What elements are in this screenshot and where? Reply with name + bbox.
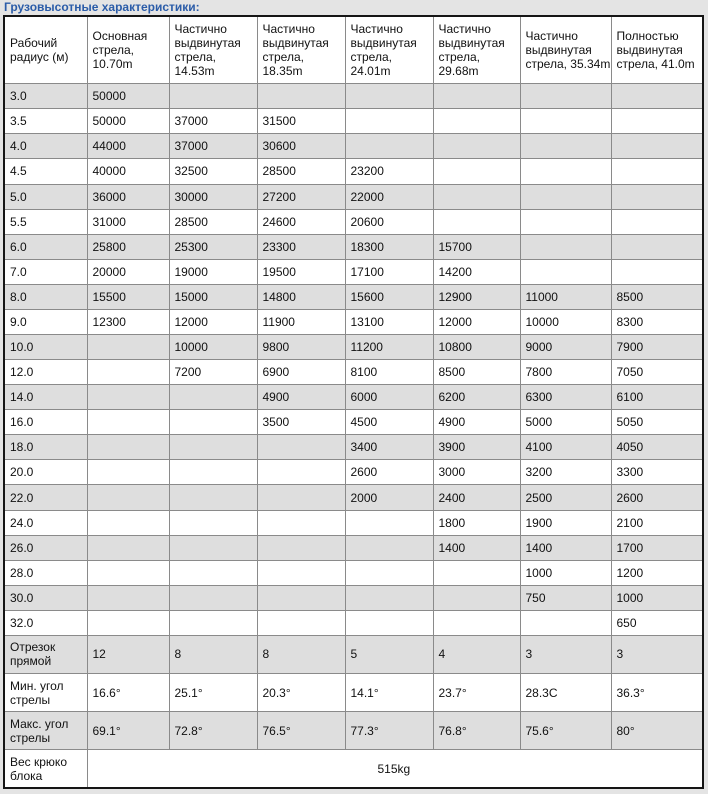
load-cell bbox=[611, 259, 703, 284]
load-cell bbox=[257, 485, 345, 510]
table-row bbox=[4, 284, 703, 309]
spec-cell: 36.3° bbox=[611, 674, 703, 712]
table-row bbox=[4, 510, 703, 535]
radius-cell: 30.0 bbox=[4, 585, 87, 610]
load-cell: 1900 bbox=[520, 510, 611, 535]
load-cell: 6900 bbox=[257, 360, 345, 385]
load-cell: 50000 bbox=[87, 109, 169, 134]
header-boom-col: Полностью выдвинутая стрела, 41.0m bbox=[611, 16, 703, 84]
radius-cell: 32.0 bbox=[4, 610, 87, 635]
load-cell bbox=[87, 335, 169, 360]
load-cell bbox=[169, 460, 257, 485]
table-row bbox=[4, 435, 703, 460]
radius-cell: 8.0 bbox=[4, 284, 87, 309]
radius-cell: 14.0 bbox=[4, 385, 87, 410]
load-cell: 2600 bbox=[345, 460, 433, 485]
radius-cell: 24.0 bbox=[4, 510, 87, 535]
load-cell bbox=[520, 234, 611, 259]
load-cell: 23300 bbox=[257, 234, 345, 259]
load-cell: 4900 bbox=[257, 385, 345, 410]
load-cell: 3400 bbox=[345, 435, 433, 460]
spec-cell: 76.5° bbox=[257, 712, 345, 750]
spec-cell: 75.6° bbox=[520, 712, 611, 750]
load-cell bbox=[611, 209, 703, 234]
header-boom-col: Частично выдвинутая стрела, 35.34m bbox=[520, 16, 611, 84]
load-cell bbox=[520, 109, 611, 134]
load-cell bbox=[169, 410, 257, 435]
load-cell bbox=[87, 610, 169, 635]
load-cell: 2400 bbox=[433, 485, 520, 510]
load-chart-table bbox=[3, 15, 704, 789]
spec-label: Мин. угол стрелы bbox=[4, 674, 87, 712]
load-cell: 2100 bbox=[611, 510, 703, 535]
load-cell bbox=[433, 209, 520, 234]
load-cell bbox=[611, 234, 703, 259]
load-cell bbox=[87, 510, 169, 535]
load-cell: 15600 bbox=[345, 284, 433, 309]
load-cell bbox=[345, 585, 433, 610]
load-cell: 50000 bbox=[87, 84, 169, 109]
spec-row bbox=[4, 674, 703, 712]
radius-cell: 18.0 bbox=[4, 435, 87, 460]
spec-cell: 20.3° bbox=[257, 674, 345, 712]
hook-block-label: Вес крюко блока bbox=[4, 750, 87, 788]
hook-block-row bbox=[4, 750, 703, 788]
load-cell: 10000 bbox=[169, 335, 257, 360]
load-cell bbox=[611, 134, 703, 159]
load-cell: 6300 bbox=[520, 385, 611, 410]
table-row bbox=[4, 560, 703, 585]
load-cell bbox=[433, 109, 520, 134]
table-row bbox=[4, 460, 703, 485]
table-row bbox=[4, 485, 703, 510]
load-cell: 750 bbox=[520, 585, 611, 610]
load-cell bbox=[611, 84, 703, 109]
load-cell bbox=[169, 560, 257, 585]
load-cell bbox=[520, 84, 611, 109]
table-row bbox=[4, 535, 703, 560]
table-row bbox=[4, 335, 703, 360]
load-cell: 9000 bbox=[520, 335, 611, 360]
radius-cell: 7.0 bbox=[4, 259, 87, 284]
radius-cell: 20.0 bbox=[4, 460, 87, 485]
spec-cell: 76.8° bbox=[433, 712, 520, 750]
load-cell: 6000 bbox=[345, 385, 433, 410]
table-row bbox=[4, 184, 703, 209]
load-cell: 8500 bbox=[433, 360, 520, 385]
spec-cell: 8 bbox=[169, 635, 257, 673]
radius-cell: 3.5 bbox=[4, 109, 87, 134]
load-cell bbox=[87, 385, 169, 410]
load-cell: 31000 bbox=[87, 209, 169, 234]
load-cell bbox=[87, 585, 169, 610]
load-cell: 20600 bbox=[345, 209, 433, 234]
load-cell: 12300 bbox=[87, 309, 169, 334]
load-cell bbox=[345, 84, 433, 109]
load-cell bbox=[87, 460, 169, 485]
load-cell: 24600 bbox=[257, 209, 345, 234]
spec-cell: 12 bbox=[87, 635, 169, 673]
load-cell bbox=[87, 560, 169, 585]
hook-block-weight: 515kg bbox=[87, 750, 703, 788]
load-cell: 27200 bbox=[257, 184, 345, 209]
header-boom-col: Частично выдвинутая стрела, 18.35m bbox=[257, 16, 345, 84]
table-row bbox=[4, 234, 703, 259]
radius-cell: 28.0 bbox=[4, 560, 87, 585]
load-cell: 1000 bbox=[520, 560, 611, 585]
load-cell: 3500 bbox=[257, 410, 345, 435]
radius-cell: 4.5 bbox=[4, 159, 87, 184]
header-radius: Рабочий радиус (м) bbox=[4, 16, 87, 84]
load-cell bbox=[345, 510, 433, 535]
load-cell: 20000 bbox=[87, 259, 169, 284]
load-cell: 25800 bbox=[87, 234, 169, 259]
load-cell: 14800 bbox=[257, 284, 345, 309]
load-cell: 30000 bbox=[169, 184, 257, 209]
table-row bbox=[4, 84, 703, 109]
spec-cell: 8 bbox=[257, 635, 345, 673]
load-cell: 15700 bbox=[433, 234, 520, 259]
spec-cell: 3 bbox=[611, 635, 703, 673]
load-cell bbox=[611, 184, 703, 209]
load-cell: 3200 bbox=[520, 460, 611, 485]
load-cell: 40000 bbox=[87, 159, 169, 184]
load-cell bbox=[433, 610, 520, 635]
load-cell bbox=[87, 535, 169, 560]
load-cell: 7050 bbox=[611, 360, 703, 385]
spec-label: Отрезок прямой bbox=[4, 635, 87, 673]
load-cell: 7200 bbox=[169, 360, 257, 385]
radius-cell: 3.0 bbox=[4, 84, 87, 109]
load-cell: 1000 bbox=[611, 585, 703, 610]
load-cell: 11200 bbox=[345, 335, 433, 360]
load-cell: 22000 bbox=[345, 184, 433, 209]
load-cell: 37000 bbox=[169, 134, 257, 159]
load-cell: 4050 bbox=[611, 435, 703, 460]
radius-cell: 10.0 bbox=[4, 335, 87, 360]
load-cell: 14200 bbox=[433, 259, 520, 284]
radius-cell: 5.0 bbox=[4, 184, 87, 209]
load-cell bbox=[520, 209, 611, 234]
radius-cell: 12.0 bbox=[4, 360, 87, 385]
load-cell: 5000 bbox=[520, 410, 611, 435]
load-cell: 23200 bbox=[345, 159, 433, 184]
load-cell: 36000 bbox=[87, 184, 169, 209]
header-row bbox=[4, 16, 703, 84]
spec-cell: 80° bbox=[611, 712, 703, 750]
load-cell bbox=[611, 109, 703, 134]
load-cell bbox=[169, 435, 257, 460]
load-cell bbox=[257, 610, 345, 635]
load-cell bbox=[433, 134, 520, 159]
load-cell: 30600 bbox=[257, 134, 345, 159]
table-row bbox=[4, 410, 703, 435]
table-row bbox=[4, 385, 703, 410]
spec-cell: 23.7° bbox=[433, 674, 520, 712]
table-row bbox=[4, 309, 703, 334]
section-title: Грузовысотные характеристики: bbox=[4, 0, 200, 14]
load-cell: 17100 bbox=[345, 259, 433, 284]
load-cell bbox=[433, 560, 520, 585]
load-cell bbox=[257, 560, 345, 585]
spec-row bbox=[4, 635, 703, 673]
load-cell bbox=[87, 410, 169, 435]
load-cell: 1800 bbox=[433, 510, 520, 535]
load-cell: 28500 bbox=[257, 159, 345, 184]
load-cell: 2000 bbox=[345, 485, 433, 510]
load-cell: 8100 bbox=[345, 360, 433, 385]
header-boom-col: Частично выдвинутая стрела, 24.01m bbox=[345, 16, 433, 84]
load-cell: 28500 bbox=[169, 209, 257, 234]
load-cell bbox=[169, 610, 257, 635]
table-row bbox=[4, 610, 703, 635]
load-cell: 12000 bbox=[433, 309, 520, 334]
load-cell: 10000 bbox=[520, 309, 611, 334]
spec-cell: 16.6° bbox=[87, 674, 169, 712]
load-cell: 6200 bbox=[433, 385, 520, 410]
load-cell: 13100 bbox=[345, 309, 433, 334]
spec-cell: 77.3° bbox=[345, 712, 433, 750]
load-cell bbox=[345, 610, 433, 635]
load-cell bbox=[169, 84, 257, 109]
load-cell bbox=[257, 510, 345, 535]
spec-cell: 25.1° bbox=[169, 674, 257, 712]
load-cell: 1700 bbox=[611, 535, 703, 560]
radius-cell: 6.0 bbox=[4, 234, 87, 259]
header-boom-col: Частично выдвинутая стрела, 29.68m bbox=[433, 16, 520, 84]
load-cell: 4900 bbox=[433, 410, 520, 435]
load-cell: 19000 bbox=[169, 259, 257, 284]
table-row bbox=[4, 134, 703, 159]
load-cell bbox=[257, 435, 345, 460]
spec-cell: 4 bbox=[433, 635, 520, 673]
load-cell bbox=[169, 485, 257, 510]
load-cell bbox=[257, 460, 345, 485]
load-cell: 10800 bbox=[433, 335, 520, 360]
load-cell bbox=[87, 485, 169, 510]
load-cell: 12900 bbox=[433, 284, 520, 309]
load-cell bbox=[87, 360, 169, 385]
load-cell: 4500 bbox=[345, 410, 433, 435]
table-row bbox=[4, 159, 703, 184]
load-cell: 19500 bbox=[257, 259, 345, 284]
table-row bbox=[4, 109, 703, 134]
load-cell bbox=[520, 134, 611, 159]
header-boom-col: Частично выдвинутая стрела, 14.53m bbox=[169, 16, 257, 84]
load-cell: 12000 bbox=[169, 309, 257, 334]
radius-cell: 22.0 bbox=[4, 485, 87, 510]
spec-row bbox=[4, 712, 703, 750]
load-cell: 7900 bbox=[611, 335, 703, 360]
spec-label: Макс. угол стрелы bbox=[4, 712, 87, 750]
load-cell bbox=[169, 535, 257, 560]
load-cell: 2500 bbox=[520, 485, 611, 510]
spec-cell: 14.1° bbox=[345, 674, 433, 712]
load-cell bbox=[257, 535, 345, 560]
load-cell: 44000 bbox=[87, 134, 169, 159]
load-cell: 32500 bbox=[169, 159, 257, 184]
radius-cell: 9.0 bbox=[4, 309, 87, 334]
load-cell bbox=[520, 610, 611, 635]
load-cell bbox=[345, 134, 433, 159]
load-cell bbox=[433, 585, 520, 610]
header-boom-col: Основная стрела, 10.70m bbox=[87, 16, 169, 84]
load-cell: 9800 bbox=[257, 335, 345, 360]
load-cell: 8500 bbox=[611, 284, 703, 309]
load-cell: 1200 bbox=[611, 560, 703, 585]
radius-cell: 4.0 bbox=[4, 134, 87, 159]
spec-cell: 72.8° bbox=[169, 712, 257, 750]
load-cell: 8300 bbox=[611, 309, 703, 334]
load-cell: 6100 bbox=[611, 385, 703, 410]
table-row bbox=[4, 259, 703, 284]
load-cell bbox=[611, 159, 703, 184]
load-cell bbox=[520, 184, 611, 209]
load-cell: 7800 bbox=[520, 360, 611, 385]
load-cell bbox=[433, 184, 520, 209]
load-cell bbox=[169, 385, 257, 410]
load-cell: 3000 bbox=[433, 460, 520, 485]
load-cell bbox=[257, 84, 345, 109]
load-cell: 25300 bbox=[169, 234, 257, 259]
load-cell: 3300 bbox=[611, 460, 703, 485]
load-cell bbox=[433, 159, 520, 184]
load-cell bbox=[169, 585, 257, 610]
load-cell: 1400 bbox=[433, 535, 520, 560]
load-cell: 31500 bbox=[257, 109, 345, 134]
load-cell bbox=[433, 84, 520, 109]
load-cell bbox=[520, 259, 611, 284]
table-row bbox=[4, 360, 703, 385]
spec-cell: 5 bbox=[345, 635, 433, 673]
load-cell bbox=[169, 510, 257, 535]
radius-cell: 26.0 bbox=[4, 535, 87, 560]
load-cell: 11000 bbox=[520, 284, 611, 309]
load-cell bbox=[257, 585, 345, 610]
load-cell: 11900 bbox=[257, 309, 345, 334]
table-row bbox=[4, 209, 703, 234]
load-cell: 4100 bbox=[520, 435, 611, 460]
radius-cell: 5.5 bbox=[4, 209, 87, 234]
load-cell: 15500 bbox=[87, 284, 169, 309]
load-cell: 37000 bbox=[169, 109, 257, 134]
load-cell: 3900 bbox=[433, 435, 520, 460]
load-cell: 650 bbox=[611, 610, 703, 635]
spec-cell: 28.3C bbox=[520, 674, 611, 712]
load-cell: 2600 bbox=[611, 485, 703, 510]
table-row bbox=[4, 585, 703, 610]
load-cell bbox=[345, 535, 433, 560]
spec-cell: 69.1° bbox=[87, 712, 169, 750]
load-cell: 18300 bbox=[345, 234, 433, 259]
load-cell: 5050 bbox=[611, 410, 703, 435]
load-cell bbox=[345, 560, 433, 585]
spec-cell: 3 bbox=[520, 635, 611, 673]
load-cell bbox=[87, 435, 169, 460]
load-cell: 1400 bbox=[520, 535, 611, 560]
load-cell bbox=[520, 159, 611, 184]
load-cell: 15000 bbox=[169, 284, 257, 309]
radius-cell: 16.0 bbox=[4, 410, 87, 435]
load-cell bbox=[345, 109, 433, 134]
